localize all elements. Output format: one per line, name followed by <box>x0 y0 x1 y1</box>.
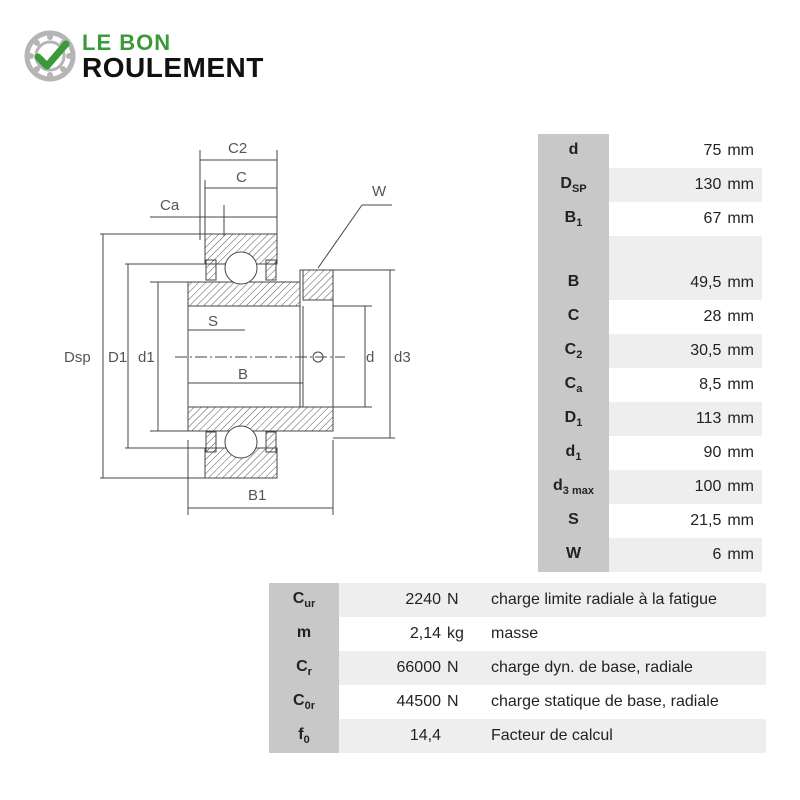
table-row <box>538 334 762 368</box>
dimension-symbol <box>538 266 609 300</box>
property-description: masse <box>491 625 539 642</box>
unit: mm <box>727 512 754 529</box>
property-value <box>339 685 479 719</box>
value: 100 <box>694 478 722 495</box>
property-symbol <box>269 583 339 617</box>
table-row <box>538 504 762 538</box>
properties-table <box>269 583 766 753</box>
unit: N <box>447 693 459 710</box>
inner-ring-top <box>188 282 303 306</box>
symbol: m <box>296 623 312 641</box>
property-description: charge dyn. de base, radiale <box>479 651 766 685</box>
symbol: C <box>567 306 580 324</box>
property-value <box>339 583 479 617</box>
dimension-symbol <box>538 368 609 402</box>
value: 30,5 <box>690 342 722 359</box>
bearing-check-icon <box>24 30 76 82</box>
table-row <box>538 168 762 202</box>
dimension-symbol <box>538 202 609 236</box>
spacer-cell <box>538 236 609 266</box>
unit: mm <box>727 546 754 563</box>
table-row <box>538 538 762 572</box>
symbol: f <box>298 725 304 743</box>
property-value <box>339 719 479 753</box>
table-row <box>538 134 762 168</box>
symbol-subscript: 1 <box>575 451 582 464</box>
ball-bottom <box>225 426 257 458</box>
label-c: C <box>236 169 247 186</box>
value: 14,4 <box>409 727 441 744</box>
dimension-symbol <box>538 168 609 202</box>
label-w: W <box>372 183 387 200</box>
value: 67 <box>703 210 722 227</box>
value: 44500 <box>396 693 441 710</box>
label-ca: Ca <box>160 197 180 214</box>
unit: N <box>447 659 459 676</box>
unit: mm <box>727 274 754 291</box>
dimension-value <box>609 504 762 538</box>
unit: mm <box>727 342 754 359</box>
dimension-symbol <box>538 300 609 334</box>
label-d1-inner: d1 <box>138 349 155 366</box>
label-d3: d3 <box>394 349 411 366</box>
label-b: B <box>238 366 249 383</box>
value: 21,5 <box>690 512 722 529</box>
table-row <box>538 436 762 470</box>
dimension-value <box>609 470 762 504</box>
symbol: D <box>564 408 577 426</box>
symbol: C <box>564 340 577 358</box>
symbol: C <box>296 657 308 675</box>
dimension-value <box>609 334 762 368</box>
table-row <box>269 685 766 719</box>
ball-top <box>225 252 257 284</box>
table-row <box>538 470 762 504</box>
dimension-symbol <box>538 334 609 368</box>
dimension-symbol <box>538 402 609 436</box>
unit: mm <box>727 176 754 193</box>
symbol-subscript: 2 <box>576 349 583 362</box>
property-symbol <box>269 685 339 719</box>
unit: kg <box>447 625 464 642</box>
dimension-symbol <box>538 134 609 168</box>
value: 130 <box>694 176 722 193</box>
property-description: charge limite radiale à la fatigue <box>479 583 766 617</box>
dimension-value <box>609 538 762 572</box>
table-row <box>538 402 762 436</box>
dimension-value <box>609 266 762 300</box>
unit: mm <box>727 210 754 227</box>
symbol: d <box>568 140 579 158</box>
unit: mm <box>727 444 754 461</box>
property-value <box>339 651 479 685</box>
symbol: W <box>565 544 582 562</box>
table-row <box>538 368 762 402</box>
dimension-symbol <box>538 436 609 470</box>
value: 113 <box>695 410 722 427</box>
table-row <box>538 266 762 300</box>
unit: mm <box>727 142 754 159</box>
table-row <box>269 651 766 685</box>
bearing-drawing <box>50 130 430 520</box>
brand-logo <box>24 28 304 88</box>
symbol: S <box>568 510 579 528</box>
label-d1-outer: D1 <box>108 349 128 366</box>
symbol: B <box>567 272 580 290</box>
symbol: d <box>565 442 576 460</box>
symbol-subscript: r <box>307 666 312 679</box>
dimension-value <box>609 300 762 334</box>
spacer-cell <box>609 236 762 266</box>
table-row <box>538 202 762 236</box>
value: 28 <box>703 308 722 325</box>
symbol-subscript: 1 <box>576 417 583 430</box>
property-symbol <box>269 719 339 753</box>
table-row <box>269 583 766 617</box>
dimension-value <box>609 436 762 470</box>
label-c2: C2 <box>228 140 248 157</box>
value: 2,14 <box>409 625 441 642</box>
logo-line-1: LE BON <box>82 30 172 55</box>
label-d: d <box>366 349 375 366</box>
value: 49,5 <box>690 274 722 291</box>
symbol: C <box>564 374 577 392</box>
table-row <box>269 719 766 753</box>
symbol-subscript: a <box>576 383 583 396</box>
unit: mm <box>727 478 754 495</box>
label-b1: B1 <box>248 487 267 504</box>
symbol-subscript: SP <box>571 183 587 196</box>
value: 75 <box>703 142 722 159</box>
value: 2240 <box>405 591 441 608</box>
property-symbol <box>269 617 339 651</box>
dimension-symbol <box>538 504 609 538</box>
dimensions-table <box>538 134 762 572</box>
dimension-symbol <box>538 470 609 504</box>
unit: mm <box>727 308 754 325</box>
inner-ring-bottom <box>188 407 333 431</box>
symbol: C <box>293 691 305 709</box>
table-spacer-row <box>538 236 762 266</box>
dimension-value <box>609 368 762 402</box>
dimension-value <box>609 202 762 236</box>
value: 66000 <box>396 659 441 676</box>
symbol-subscript: 1 <box>576 217 583 230</box>
dimension-symbol <box>538 538 609 572</box>
symbol-subscript: 0 <box>303 734 310 747</box>
symbol-subscript: 3 max <box>562 485 594 498</box>
dimension-value <box>609 134 762 168</box>
label-s: S <box>208 313 219 330</box>
property-description: Facteur de calcul <box>479 719 766 753</box>
symbol-subscript: 0r <box>304 700 315 713</box>
dimension-value <box>609 402 762 436</box>
unit: mm <box>727 410 754 427</box>
table-row <box>538 300 762 334</box>
unit: N <box>447 591 459 608</box>
value: 6 <box>712 546 722 563</box>
property-symbol <box>269 651 339 685</box>
unit: mm <box>727 376 754 393</box>
symbol-subscript: ur <box>304 598 316 611</box>
property-description: charge statique de base, radiale <box>491 693 719 710</box>
symbol: D <box>560 174 572 192</box>
value: 8,5 <box>699 376 722 393</box>
symbol: d <box>553 476 563 494</box>
table-row <box>269 617 766 651</box>
property-value <box>339 617 479 651</box>
symbol: B <box>564 208 577 226</box>
label-dsp: Dsp <box>64 349 91 366</box>
logo-line-2: ROULEMENT <box>82 52 264 83</box>
value: 90 <box>703 444 722 461</box>
symbol: C <box>292 589 305 607</box>
dimension-value <box>609 168 762 202</box>
